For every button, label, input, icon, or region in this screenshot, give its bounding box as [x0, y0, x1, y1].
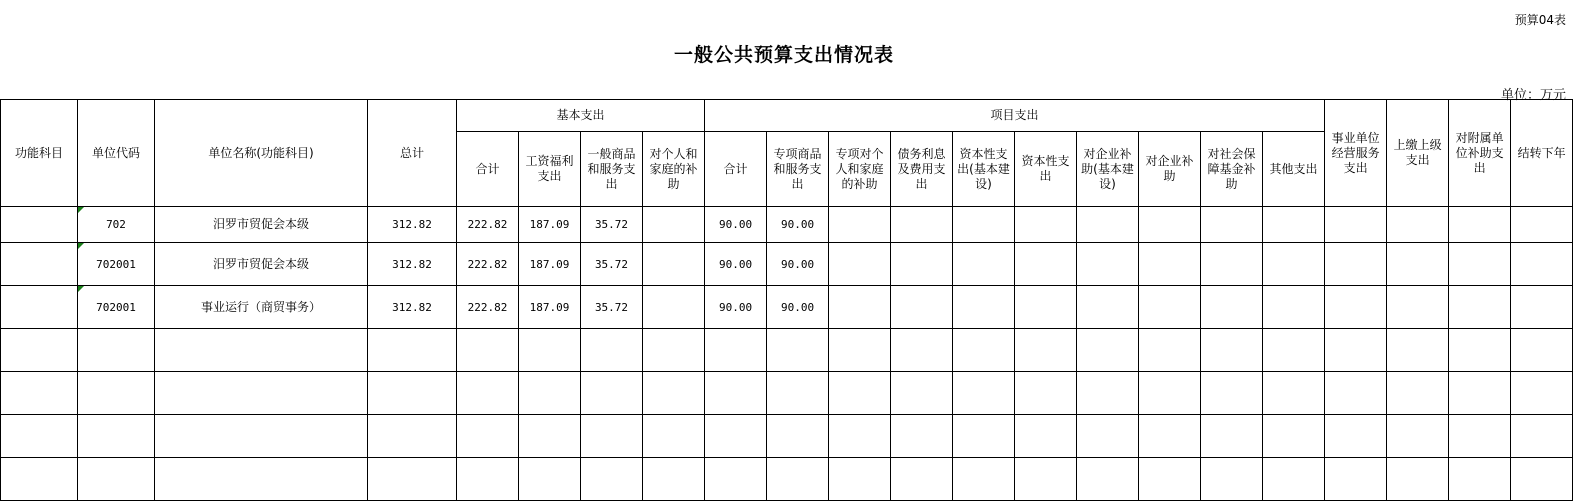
- header-unit-code: 单位代码: [78, 100, 155, 207]
- empty-cell: [1263, 329, 1325, 372]
- empty-row: [1, 458, 1573, 501]
- empty-cell: [891, 415, 953, 458]
- cell-capital-basic: [953, 286, 1015, 329]
- empty-cell: [78, 329, 155, 372]
- empty-cell: [705, 329, 767, 372]
- empty-cell: [1015, 372, 1077, 415]
- empty-cell: [953, 458, 1015, 501]
- cell-func-subject: [1, 243, 78, 286]
- cell-special-goods: 90.00: [767, 243, 829, 286]
- empty-cell: [519, 329, 581, 372]
- empty-cell: [1449, 415, 1511, 458]
- empty-cell: [1263, 372, 1325, 415]
- cell-unit-code: [78, 243, 155, 286]
- cell-personal: [643, 207, 705, 243]
- header-carry-forward: 结转下年: [1511, 100, 1573, 207]
- empty-cell: [1077, 329, 1139, 372]
- cell-subsidiary-subsidy: [1449, 286, 1511, 329]
- cell-enterprise-basic: [1077, 207, 1139, 243]
- empty-cell: [643, 458, 705, 501]
- cell-enterprise: [1139, 243, 1201, 286]
- cell-capital: [1015, 207, 1077, 243]
- empty-cell: [891, 372, 953, 415]
- empty-cell: [1387, 415, 1449, 458]
- empty-cell: [1, 415, 78, 458]
- cell-total: 312.82: [368, 286, 457, 329]
- empty-cell: [643, 329, 705, 372]
- cell-business-service: [1325, 286, 1387, 329]
- empty-row: [1, 329, 1573, 372]
- cell-special-goods: 90.00: [767, 207, 829, 243]
- page-title: 一般公共预算支出情况表: [673, 44, 894, 66]
- empty-cell: [705, 372, 767, 415]
- cell-pay-to-superior: [1387, 207, 1449, 243]
- header-project-subtotal: 合计: [705, 132, 767, 207]
- empty-cell: [1, 329, 78, 372]
- empty-cell: [829, 415, 891, 458]
- expenditure-table: [0, 99, 1573, 501]
- cell-capital-basic: [953, 243, 1015, 286]
- table-row: [1, 243, 1573, 286]
- empty-cell: [767, 372, 829, 415]
- empty-cell: [581, 372, 643, 415]
- table-row: [1, 286, 1573, 329]
- cell-unit-name: 汨罗市贸促会本级: [155, 243, 368, 286]
- empty-cell: [1201, 458, 1263, 501]
- cell-personal: [643, 286, 705, 329]
- empty-cell: [368, 458, 457, 501]
- cell-special-personal: [829, 207, 891, 243]
- empty-cell: [1201, 415, 1263, 458]
- header-goods: 一般商品和服务支出: [581, 132, 643, 207]
- empty-cell: [1263, 458, 1325, 501]
- cell-social-security: [1201, 286, 1263, 329]
- header-capital-basic: 资本性支出(基本建设): [953, 132, 1015, 207]
- empty-cell: [829, 372, 891, 415]
- empty-cell: [829, 329, 891, 372]
- cell-subsidiary-subsidy: [1449, 207, 1511, 243]
- cell-total: 312.82: [368, 207, 457, 243]
- empty-cell: [891, 458, 953, 501]
- empty-cell: [1387, 458, 1449, 501]
- empty-cell: [519, 458, 581, 501]
- empty-cell: [1139, 372, 1201, 415]
- cell-func-subject: [1, 286, 78, 329]
- cell-special-personal: [829, 286, 891, 329]
- cell-total: 312.82: [368, 243, 457, 286]
- header-basic-group: 基本支出: [457, 100, 705, 132]
- header-func-subject: 功能科目: [1, 100, 78, 207]
- empty-cell: [953, 329, 1015, 372]
- cell-special-goods: 90.00: [767, 286, 829, 329]
- comment-marker-icon: [78, 207, 84, 213]
- empty-cell: [1077, 415, 1139, 458]
- empty-cell: [155, 415, 368, 458]
- empty-cell: [1077, 458, 1139, 501]
- cell-debt-interest: [891, 207, 953, 243]
- header-total: 总计: [368, 100, 457, 207]
- empty-cell: [705, 415, 767, 458]
- cell-business-service: [1325, 243, 1387, 286]
- cell-wages: 187.09: [519, 243, 581, 286]
- empty-cell: [1387, 329, 1449, 372]
- header-project-group: 项目支出: [705, 100, 1325, 132]
- cell-business-service: [1325, 207, 1387, 243]
- cell-project-subtotal: 90.00: [705, 286, 767, 329]
- empty-cell: [1015, 458, 1077, 501]
- empty-cell: [78, 458, 155, 501]
- empty-cell: [953, 415, 1015, 458]
- empty-cell: [643, 372, 705, 415]
- empty-cell: [155, 372, 368, 415]
- header-basic-subtotal: 合计: [457, 132, 519, 207]
- header-subsidiary-subsidy: 对附属单位补助支出: [1449, 100, 1511, 207]
- empty-cell: [1325, 458, 1387, 501]
- empty-cell: [1325, 372, 1387, 415]
- empty-cell: [1015, 329, 1077, 372]
- empty-cell: [767, 329, 829, 372]
- empty-cell: [1263, 415, 1325, 458]
- empty-cell: [891, 329, 953, 372]
- cell-carry-forward: [1511, 207, 1573, 243]
- cell-basic-subtotal: 222.82: [457, 207, 519, 243]
- cell-capital: [1015, 243, 1077, 286]
- empty-cell: [705, 458, 767, 501]
- comment-marker-icon: [78, 243, 84, 249]
- empty-cell: [155, 329, 368, 372]
- cell-other: [1263, 207, 1325, 243]
- header-capital: 资本性支出: [1015, 132, 1077, 207]
- empty-cell: [1015, 415, 1077, 458]
- empty-row: [1, 415, 1573, 458]
- cell-pay-to-superior: [1387, 243, 1449, 286]
- empty-cell: [1201, 372, 1263, 415]
- header-unit-name: 单位名称(功能科目): [155, 100, 368, 207]
- cell-subsidiary-subsidy: [1449, 243, 1511, 286]
- cell-unit-code: [78, 207, 155, 243]
- cell-basic-subtotal: 222.82: [457, 243, 519, 286]
- empty-cell: [1139, 415, 1201, 458]
- empty-cell: [1511, 372, 1573, 415]
- cell-special-personal: [829, 243, 891, 286]
- cell-wages: 187.09: [519, 207, 581, 243]
- header-special-goods: 专项商品和服务支出: [767, 132, 829, 207]
- empty-cell: [1, 458, 78, 501]
- cell-goods: 35.72: [581, 207, 643, 243]
- header-personal: 对个人和家庭的补助: [643, 132, 705, 207]
- header-row-1: [1, 100, 1573, 132]
- cell-wages: 187.09: [519, 286, 581, 329]
- empty-cell: [1077, 372, 1139, 415]
- empty-cell: [519, 372, 581, 415]
- empty-cell: [519, 415, 581, 458]
- empty-cell: [78, 415, 155, 458]
- empty-cell: [457, 329, 519, 372]
- empty-cell: [767, 415, 829, 458]
- cell-debt-interest: [891, 243, 953, 286]
- cell-enterprise: [1139, 286, 1201, 329]
- empty-cell: [1325, 415, 1387, 458]
- cell-capital-basic: [953, 207, 1015, 243]
- header-pay-to-superior: 上缴上级支出: [1387, 100, 1449, 207]
- empty-cell: [767, 458, 829, 501]
- cell-social-security: [1201, 243, 1263, 286]
- empty-cell: [1511, 415, 1573, 458]
- cell-project-subtotal: 90.00: [705, 243, 767, 286]
- cell-enterprise-basic: [1077, 243, 1139, 286]
- cell-func-subject: [1, 207, 78, 243]
- empty-cell: [1449, 458, 1511, 501]
- cell-basic-subtotal: 222.82: [457, 286, 519, 329]
- header-business-service: 事业单位经营服务支出: [1325, 100, 1387, 207]
- empty-cell: [1511, 329, 1573, 372]
- cell-goods: 35.72: [581, 243, 643, 286]
- empty-cell: [155, 458, 368, 501]
- empty-cell: [457, 372, 519, 415]
- header-debt-interest: 债务利息及费用支出: [891, 132, 953, 207]
- cell-pay-to-superior: [1387, 286, 1449, 329]
- cell-unit-code-text: 702: [106, 218, 126, 231]
- empty-cell: [1449, 329, 1511, 372]
- empty-cell: [1511, 458, 1573, 501]
- empty-cell: [1, 372, 78, 415]
- cell-project-subtotal: 90.00: [705, 207, 767, 243]
- empty-cell: [1449, 372, 1511, 415]
- empty-cell: [581, 415, 643, 458]
- cell-other: [1263, 286, 1325, 329]
- cell-unit-code-text: 702001: [96, 300, 136, 314]
- empty-cell: [1139, 458, 1201, 501]
- empty-cell: [829, 458, 891, 501]
- empty-cell: [1325, 329, 1387, 372]
- header-social-security: 对社会保障基金补助: [1201, 132, 1263, 207]
- unit-label: 单位：万元: [1500, 88, 1566, 103]
- empty-cell: [368, 372, 457, 415]
- cell-capital: [1015, 286, 1077, 329]
- empty-row: [1, 372, 1573, 415]
- cell-unit-name: 事业运行（商贸事务）: [155, 286, 368, 329]
- empty-cell: [953, 372, 1015, 415]
- cell-unit-name: 汨罗市贸促会本级: [155, 207, 368, 243]
- header-wages: 工资福利支出: [519, 132, 581, 207]
- header-special-personal: 专项对个人和家庭的补助: [829, 132, 891, 207]
- empty-cell: [581, 329, 643, 372]
- cell-carry-forward: [1511, 243, 1573, 286]
- header-enterprise: 对企业补助: [1139, 132, 1201, 207]
- empty-cell: [643, 415, 705, 458]
- cell-unit-code-text: 702001: [96, 257, 136, 271]
- empty-cell: [368, 329, 457, 372]
- empty-cell: [581, 458, 643, 501]
- table-row: [1, 207, 1573, 243]
- cell-enterprise-basic: [1077, 286, 1139, 329]
- header-enterprise-basic: 对企业补助(基本建设): [1077, 132, 1139, 207]
- form-code: 预算04表: [1514, 13, 1566, 27]
- empty-cell: [1139, 329, 1201, 372]
- comment-marker-icon: [78, 286, 84, 292]
- cell-personal: [643, 243, 705, 286]
- cell-debt-interest: [891, 286, 953, 329]
- empty-cell: [457, 415, 519, 458]
- cell-goods: 35.72: [581, 286, 643, 329]
- cell-unit-code: [78, 286, 155, 329]
- header-other: 其他支出: [1263, 132, 1325, 207]
- cell-carry-forward: [1511, 286, 1573, 329]
- empty-cell: [368, 415, 457, 458]
- cell-enterprise: [1139, 207, 1201, 243]
- empty-cell: [457, 458, 519, 501]
- cell-other: [1263, 243, 1325, 286]
- empty-cell: [1387, 372, 1449, 415]
- cell-social-security: [1201, 207, 1263, 243]
- empty-cell: [1201, 329, 1263, 372]
- empty-cell: [78, 372, 155, 415]
